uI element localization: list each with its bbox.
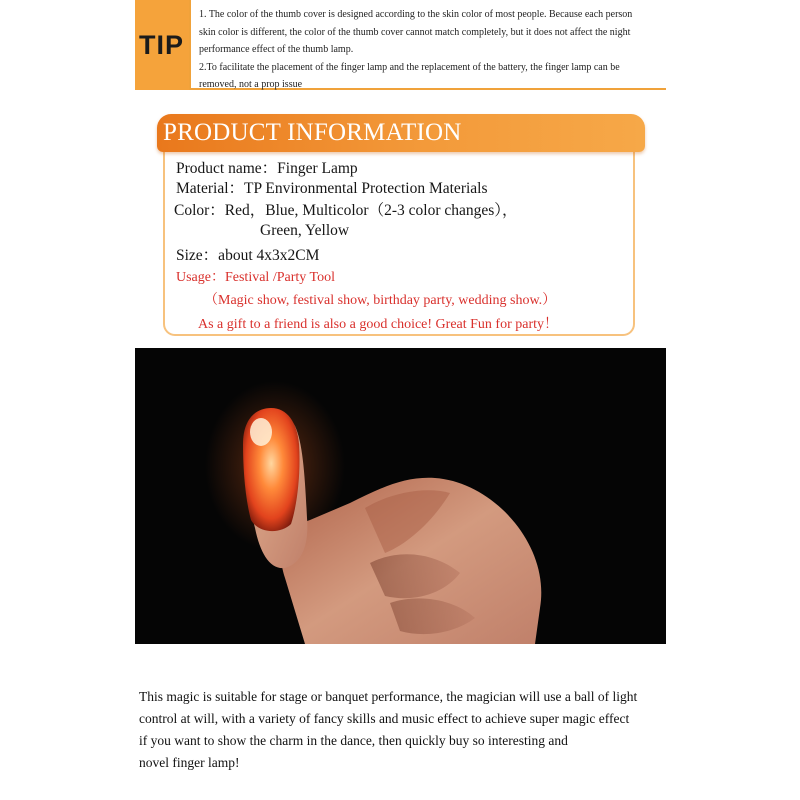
product-name: Product name：Finger Lamp [176,160,358,177]
description-line: This magic is suitable for stage or banquet performance, the magician will use a ball of light [139,689,638,704]
product-information-panel [157,114,645,338]
product-color-continued: Green, Yellow [260,222,350,239]
product-material: Material：TP Environmental Protection Materials [176,180,488,197]
product-photo [135,348,666,644]
description-line: if you want to show the charm in the dance, then quickly buy so interesting and [139,733,568,748]
description-line: control at will, with a variety of fancy skills and music effect to achieve super magic effect [139,711,630,726]
tip-banner [135,0,666,90]
product-usage: Usage：Festival /Party Tool [176,270,335,285]
tip-line: skin color is different, the color of the thumb cover cannot match completely, but it does not affect the night [199,26,631,38]
glowing-thumb-illustration [135,348,666,644]
product-size: Size：about 4x3x2CM [176,247,320,264]
tip-line: performance effect of the thumb lamp. [199,44,354,55]
description-line: novel finger lamp! [139,755,240,770]
product-usage-detail: （Magic show, festival show, birthday party, wedding show.） [204,293,557,308]
product-information-title: PRODUCT INFORMATION [163,119,462,146]
tip-line: 1. The color of the thumb cover is designed according to the skin color of most people. Because each person [199,9,633,20]
product-information-header [157,114,645,152]
tip-text [199,6,666,94]
product-color: Color：Red，Blue, Multicolor（2-3 color changes）， [174,202,518,219]
tip-line: removed, not a prop issue [199,79,303,90]
tip-label: TIP [135,0,191,90]
product-description [139,686,666,774]
tip-line: 2.To facilitate the placement of the finger lamp and the replacement of the battery, the finger lamp can be [199,61,620,73]
product-detail-page [135,0,666,800]
gift-note: As a gift to a friend is also a good choice! Great Fun for party！ [198,317,559,332]
